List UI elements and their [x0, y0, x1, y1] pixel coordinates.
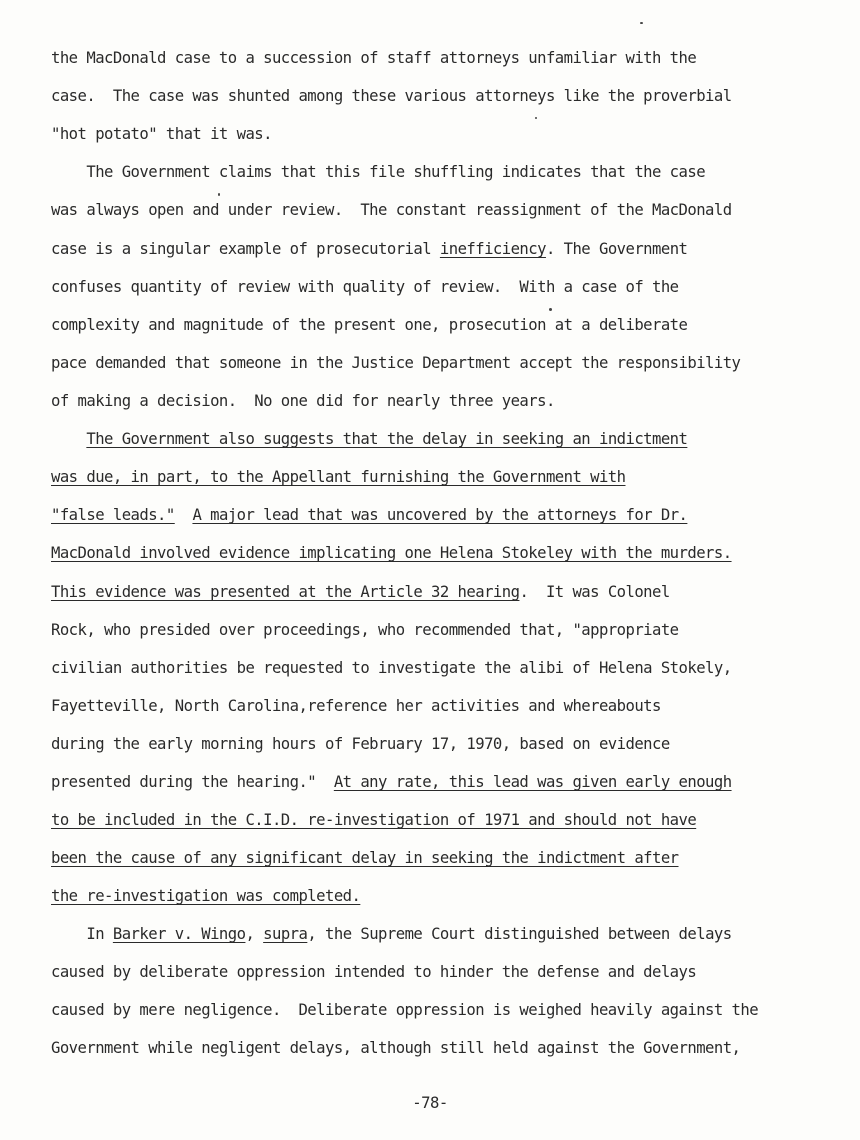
text-line [51, 200, 732, 220]
text-line [51, 353, 740, 373]
text-segment: , [245, 925, 264, 943]
text-segment: the MacDonald case to a succession of staff attorneys unfamiliar with the [51, 49, 697, 67]
text-segment: confuses quantity of review with quality of review. With a case of the [51, 278, 679, 296]
underlined-text: "false leads." [51, 506, 175, 524]
text-segment: pace demanded that someone in the Justice Department accept the responsibility [51, 354, 741, 372]
text-segment: caused by mere negligence. Deliberate oppression is weighed heavily against the [51, 1001, 759, 1019]
text-segment: . The Government [545, 240, 688, 258]
text-segment: caused by deliberate oppression intended to hinder the defense and delays [51, 963, 697, 981]
underlined-text: Barker v. Wingo [112, 925, 246, 943]
text-line [51, 1000, 758, 1020]
text-segment: case. The case was shunted among these various attorneys like the proverbial [51, 87, 732, 105]
text-segment: . It was Colonel [519, 583, 670, 601]
text-line [51, 1038, 740, 1058]
text-line [51, 391, 555, 411]
text-line [51, 734, 670, 754]
underlined-text: At any rate, this lead was given early enough [333, 773, 732, 791]
text-line [51, 886, 360, 906]
text-segment: civilian authorities be requested to investigate the alibi of Helena Stokely, [51, 659, 732, 677]
text-segment: presented during the hearing." [51, 773, 334, 791]
underlined-text: supra [263, 925, 308, 943]
text-line [51, 582, 670, 602]
scan-speck [218, 193, 220, 196]
text-segment [51, 430, 86, 448]
text-segment: Fayetteville, North Carolina,reference her activities and whereabouts [51, 697, 661, 715]
underlined-text: A major lead that was uncovered by the attorneys for Dr. [192, 506, 688, 524]
text-segment: was always open and under review. The constant reassignment of the MacDonald [51, 201, 732, 219]
scan-speck [640, 22, 643, 24]
text-line [51, 505, 687, 525]
text-segment: Rock, who presided over proceedings, who recommended that, "appropriate [51, 621, 679, 639]
text-line [51, 696, 661, 716]
text-line [51, 467, 626, 487]
text-segment: complexity and magnitude of the present one, prosecution at a deliberate [51, 316, 688, 334]
underlined-text: been the cause of any significant delay in seeking the indictment after [51, 849, 679, 867]
text-segment: The Government claims that this file shuffling indicates that the case [51, 163, 706, 181]
text-line [51, 772, 732, 792]
underlined-text: The Government also suggests that the delay in seeking an indictment [86, 430, 688, 448]
text-line [51, 962, 696, 982]
text-line [51, 124, 272, 144]
page-number: -78- [412, 1094, 448, 1112]
underlined-text: the re-investigation was completed. [51, 887, 361, 905]
text-segment [175, 506, 193, 524]
text-line [51, 810, 696, 830]
scan-speck [549, 308, 552, 311]
text-line [51, 239, 687, 259]
text-segment: Government while negligent delays, although still held against the Government, [51, 1039, 741, 1057]
text-line [51, 162, 705, 182]
text-line [51, 429, 687, 449]
text-segment: In [51, 925, 113, 943]
text-line [51, 48, 696, 68]
text-line [51, 658, 732, 678]
text-line [51, 620, 679, 640]
text-segment: of making a decision. No one did for nearly three years. [51, 392, 555, 410]
text-line [51, 543, 732, 563]
underlined-text: inefficiency [439, 240, 546, 258]
underlined-text: MacDonald involved evidence implicating one Helena Stokeley with the murders. [51, 544, 732, 562]
underlined-text: This evidence was presented at the Article 32 hearing [51, 583, 520, 601]
scan-speck [535, 117, 537, 119]
text-segment: during the early morning hours of February 17, 1970, based on evidence [51, 735, 670, 753]
text-segment: , the Supreme Court distinguished between delays [307, 925, 732, 943]
text-segment: case is a singular example of prosecutorial [51, 240, 440, 258]
underlined-text: to be included in the C.I.D. re-investigation of 1971 and should not have [51, 811, 697, 829]
underlined-text: was due, in part, to the Appellant furnishing the Government with [51, 468, 626, 486]
text-line [51, 848, 679, 868]
text-line [51, 315, 687, 335]
text-line [51, 277, 679, 297]
text-line [51, 924, 732, 944]
text-line [51, 86, 732, 106]
text-segment: "hot potato" that it was. [51, 125, 272, 143]
